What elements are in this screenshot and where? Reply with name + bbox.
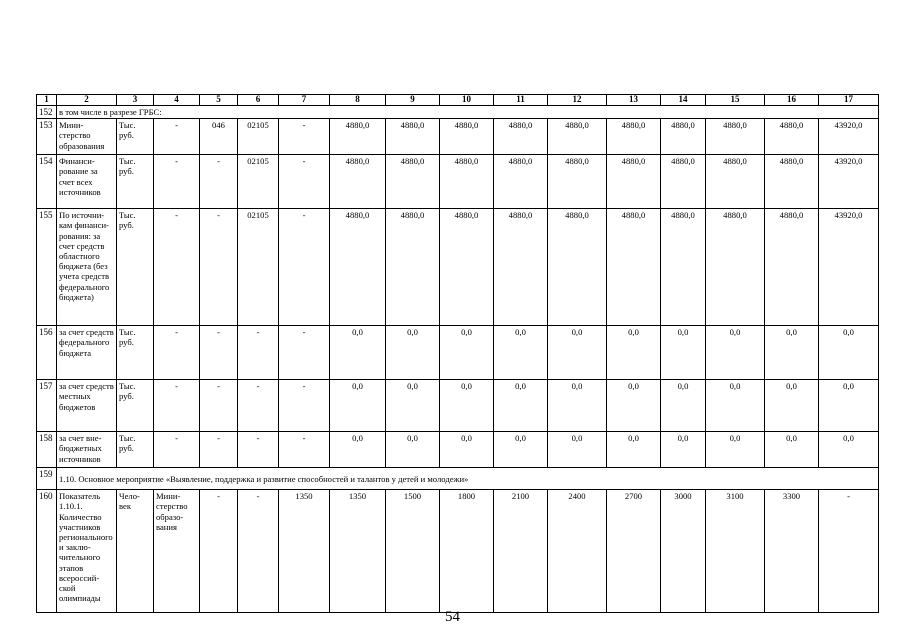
value-cell: 0,0 <box>819 432 879 468</box>
row-cell-5: - <box>200 155 238 209</box>
row-cell-4: Мини-стерство образо-вания <box>154 490 200 613</box>
value-cell: 4880,0 <box>494 209 548 326</box>
row-cell-7: - <box>279 380 330 432</box>
table-row <box>37 155 879 209</box>
value-cell: 4880,0 <box>440 119 494 155</box>
row-unit: Тыс. руб. <box>117 155 154 209</box>
value-cell: 4880,0 <box>440 209 494 326</box>
value-cell: 0,0 <box>386 380 440 432</box>
value-cell: 0,0 <box>440 432 494 468</box>
value-cell: 0,0 <box>661 380 706 432</box>
row-unit: Тыс. руб. <box>117 326 154 380</box>
table-row <box>37 380 879 432</box>
row-unit: Тыс. руб. <box>117 432 154 468</box>
value-cell: 0,0 <box>548 326 607 380</box>
value-cell: 4880,0 <box>607 155 661 209</box>
value-cell: 0,0 <box>661 326 706 380</box>
value-cell: 4880,0 <box>386 155 440 209</box>
row-number: 152 <box>37 106 57 119</box>
row-number: 158 <box>37 432 57 468</box>
value-cell: 4880,0 <box>494 119 548 155</box>
row-cell-5: - <box>200 490 238 613</box>
row-cell-7: - <box>279 432 330 468</box>
value-cell: 4880,0 <box>548 209 607 326</box>
value-cell: 4880,0 <box>607 209 661 326</box>
value-cell: 0,0 <box>607 380 661 432</box>
value-cell: 0,0 <box>548 432 607 468</box>
column-header: 6 <box>238 95 279 106</box>
column-header: 12 <box>548 95 607 106</box>
value-cell: 4880,0 <box>706 209 765 326</box>
row-unit: Тыс. руб. <box>117 380 154 432</box>
column-header: 15 <box>706 95 765 106</box>
value-cell: 0,0 <box>386 432 440 468</box>
row-number: 154 <box>37 155 57 209</box>
row-cell-7: - <box>279 119 330 155</box>
value-cell: 0,0 <box>494 380 548 432</box>
indicator-row <box>37 490 879 613</box>
value-cell: 4880,0 <box>661 209 706 326</box>
value-cell: 0,0 <box>661 432 706 468</box>
value-cell: 4880,0 <box>765 155 819 209</box>
value-cell: 0,0 <box>706 432 765 468</box>
column-header: 14 <box>661 95 706 106</box>
column-header: 3 <box>117 95 154 106</box>
value-cell: 0,0 <box>386 326 440 380</box>
column-header: 11 <box>494 95 548 106</box>
column-header: 16 <box>765 95 819 106</box>
value-cell: 4880,0 <box>661 119 706 155</box>
value-cell: 4880,0 <box>661 155 706 209</box>
value-cell: 43920,0 <box>819 155 879 209</box>
value-cell: 0,0 <box>440 380 494 432</box>
row-cell-4: - <box>154 380 200 432</box>
row-cell-6: 02105 <box>238 155 279 209</box>
row-cell-5: - <box>200 432 238 468</box>
table-row <box>37 432 879 468</box>
row-cell-6: - <box>238 490 279 613</box>
value-cell: 0,0 <box>548 380 607 432</box>
column-number-header-row <box>37 95 879 106</box>
row-cell-5: 046 <box>200 119 238 155</box>
value-cell: 0,0 <box>330 432 386 468</box>
row-number: 159 <box>37 468 57 490</box>
value-cell: 3100 <box>706 490 765 613</box>
row-cell-4: - <box>154 326 200 380</box>
row-unit: Чело-век <box>117 490 154 613</box>
value-cell: 4880,0 <box>765 119 819 155</box>
row-cell-5: - <box>200 326 238 380</box>
table-row <box>37 326 879 380</box>
column-header: 17 <box>819 95 879 106</box>
row-name: Показатель 1.10.1. Количество участников регионального и заклю-чительного этапов всероссий-ской олимпиады <box>57 490 117 613</box>
column-header: 9 <box>386 95 440 106</box>
row-unit: Тыс. руб. <box>117 119 154 155</box>
value-cell: 4880,0 <box>548 119 607 155</box>
value-cell: 0,0 <box>494 432 548 468</box>
column-header: 13 <box>607 95 661 106</box>
value-cell: 4880,0 <box>440 155 494 209</box>
row-cell-4: - <box>154 155 200 209</box>
value-cell: 4880,0 <box>765 209 819 326</box>
value-cell: 0,0 <box>440 326 494 380</box>
value-cell: 4880,0 <box>330 209 386 326</box>
page-number: 54 <box>445 609 460 625</box>
value-cell: 4880,0 <box>548 155 607 209</box>
row-number: 157 <box>37 380 57 432</box>
row-name: за счет средств федерального бюджета <box>57 326 117 380</box>
row-name: Финанси-рование за счет всех источников <box>57 155 117 209</box>
section-heading: в том числе в разрезе ГРБС: <box>57 106 879 119</box>
table-row <box>37 119 879 155</box>
value-cell: 1500 <box>386 490 440 613</box>
row-number: 153 <box>37 119 57 155</box>
row-cell-4: - <box>154 119 200 155</box>
row-name: По источни-кам финанси-рования: за счет средств областного бюджета (без учета средств федерального бюджета) <box>57 209 117 326</box>
column-header: 2 <box>57 95 117 106</box>
row-name: за счет средств местных бюджетов <box>57 380 117 432</box>
column-header: 4 <box>154 95 200 106</box>
value-cell: 0,0 <box>494 326 548 380</box>
column-header: 7 <box>279 95 330 106</box>
row-cell-7: - <box>279 209 330 326</box>
section-heading: 1.10. Основное мероприятие «Выявление, поддержка и развитие способностей и талантов у детей и молодежи» <box>57 468 879 490</box>
value-cell: 0,0 <box>706 380 765 432</box>
row-cell-5: - <box>200 209 238 326</box>
value-cell: 0,0 <box>765 380 819 432</box>
value-cell: 4880,0 <box>386 119 440 155</box>
value-cell: 43920,0 <box>819 119 879 155</box>
row-name: за счет вне-бюджетных источников <box>57 432 117 468</box>
row-cell-6: - <box>238 380 279 432</box>
value-cell: 0,0 <box>607 432 661 468</box>
row-number: 160 <box>37 490 57 613</box>
row-cell-7: - <box>279 326 330 380</box>
row-cell-6: 02105 <box>238 209 279 326</box>
value-cell: 2700 <box>607 490 661 613</box>
value-cell: 4880,0 <box>706 155 765 209</box>
column-header: 8 <box>330 95 386 106</box>
column-header: 5 <box>200 95 238 106</box>
value-cell: 0,0 <box>819 380 879 432</box>
row-cell-6: 02105 <box>238 119 279 155</box>
value-cell: 0,0 <box>330 326 386 380</box>
value-cell: 4880,0 <box>607 119 661 155</box>
value-cell: 4880,0 <box>386 209 440 326</box>
row-unit: Тыс. руб. <box>117 209 154 326</box>
value-cell: 0,0 <box>819 326 879 380</box>
row-cell-6: - <box>238 432 279 468</box>
value-cell: - <box>819 490 879 613</box>
row-cell-6: - <box>238 326 279 380</box>
budget-table-sheet <box>36 94 878 613</box>
value-cell: 4880,0 <box>494 155 548 209</box>
row-cell-7: - <box>279 155 330 209</box>
value-cell: 3300 <box>765 490 819 613</box>
column-header: 1 <box>37 95 57 106</box>
value-cell: 2100 <box>494 490 548 613</box>
value-cell: 3000 <box>661 490 706 613</box>
value-cell: 4880,0 <box>706 119 765 155</box>
row-cell-4: - <box>154 209 200 326</box>
value-cell: 0,0 <box>765 326 819 380</box>
row-cell-4: - <box>154 432 200 468</box>
value-cell: 0,0 <box>706 326 765 380</box>
budget-table <box>36 94 879 613</box>
value-cell: 1800 <box>440 490 494 613</box>
row-number: 156 <box>37 326 57 380</box>
value-cell: 2400 <box>548 490 607 613</box>
value-cell: 0,0 <box>330 380 386 432</box>
row-name: Мини-стерство образования <box>57 119 117 155</box>
value-cell: 1350 <box>330 490 386 613</box>
row-number: 155 <box>37 209 57 326</box>
section-row <box>37 468 879 490</box>
section-row <box>37 106 879 119</box>
value-cell: 0,0 <box>607 326 661 380</box>
value-cell: 1350 <box>279 490 330 613</box>
table-row <box>37 209 879 326</box>
value-cell: 4880,0 <box>330 155 386 209</box>
column-header: 10 <box>440 95 494 106</box>
value-cell: 0,0 <box>765 432 819 468</box>
value-cell: 4880,0 <box>330 119 386 155</box>
value-cell: 43920,0 <box>819 209 879 326</box>
row-cell-5: - <box>200 380 238 432</box>
